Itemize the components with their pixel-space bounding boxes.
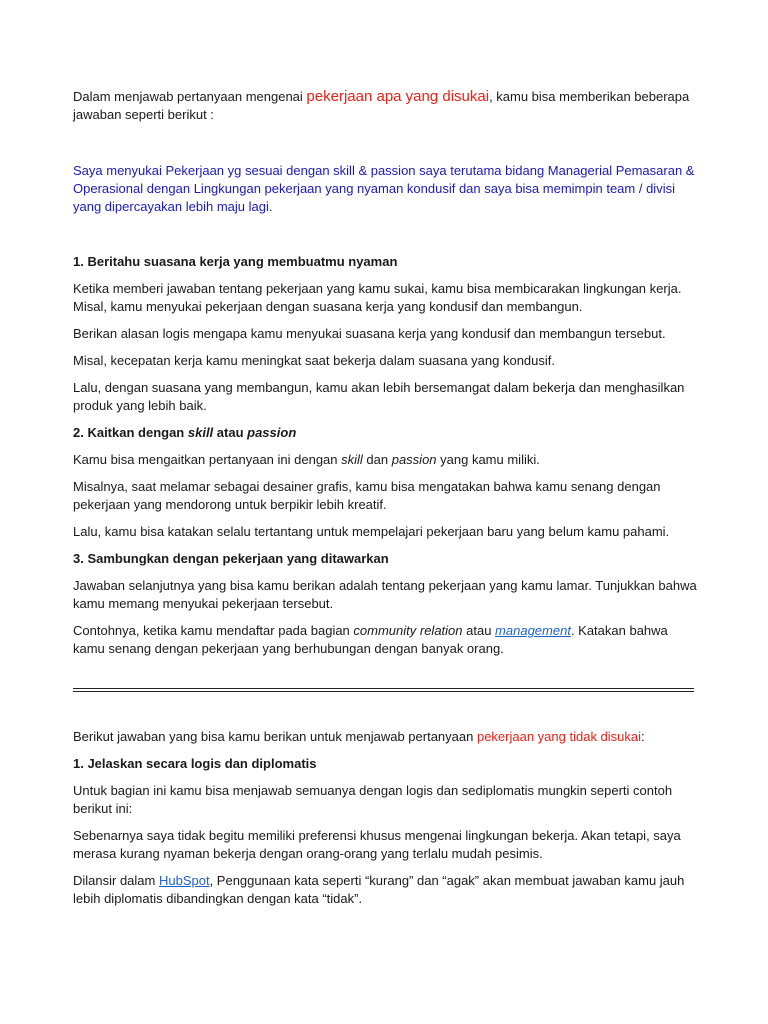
section-liked-job (73, 88, 698, 124)
part2-paragraph: Untuk bagian ini kamu bisa menjawab semuanya dengan logis dan sediplomatis mungkin seperti contoh berikut ini: (73, 783, 673, 816)
divider-line (73, 691, 694, 692)
intro-text-after: , kamu bisa memberikan beberapa jawaban seperti berikut : (73, 89, 690, 122)
section-tips (73, 253, 698, 667)
section1-paragraph: Berikan alasan logis mengapa kamu menyukai suasana kerja yang kondusif dan membangun tersebut. (73, 326, 666, 341)
section2-heading: 2. Kaitkan dengan skill atau passion (73, 425, 297, 440)
section2-paragraph: Kamu bisa mengaitkan pertanyaan ini dengan skill dan passion yang kamu miliki. (73, 452, 540, 467)
section2-paragraph: Misalnya, saat melamar sebagai desainer grafis, kamu bisa mengatakan bahwa kamu senang dengan pekerjaan yang mendorong untuk berpikir lebih kreatif. (73, 479, 661, 512)
example-answer: Saya menyukai Pekerjaan yg sesuai dengan skill & passion saya terutama bidang Managerial Pemasaran & Operasional dengan Lingkungan pekerjaan yang nyaman kondusif dan saya bisa memimpin team / divisi yang dipercayakan lebih maju lagi. (73, 163, 695, 214)
intro-highlight: pekerjaan apa yang disukai (306, 88, 490, 105)
section-example (73, 162, 698, 225)
divider-line (73, 688, 694, 689)
section1-paragraph: Ketika memberi jawaban tentang pekerjaan yang kamu sukai, kamu bisa membicarakan lingkungan kerja. Misal, kamu menyukai pekerjaan dengan suasana kerja yang kondusif dan membangun. (73, 281, 682, 314)
section3-paragraph: Jawaban selanjutnya yang bisa kamu berikan adalah tentang pekerjaan yang kamu lamar. Tunjukkan bahwa kamu memang menyukai pekerjaan tersebut. (73, 578, 697, 611)
management-link[interactable]: management (495, 623, 571, 638)
hubspot-link[interactable]: HubSpot (158, 873, 210, 888)
section-disliked-job (73, 728, 698, 917)
section3-heading: 3. Sambungkan dengan pekerjaan yang ditawarkan (73, 551, 389, 566)
part2-paragraph: Sebenarnya saya tidak begitu memiliki preferensi khusus mengenai lingkungan bekerja. Akan tetapi, saya merasa kurang nyaman bekerja dengan orang-orang yang terlalu mudah pesimis. (73, 828, 681, 861)
section1-paragraph: Misal, kecepatan kerja kamu meningkat saat bekerja dalam suasana yang kondusif. (73, 353, 555, 368)
section1-paragraph: Lalu, dengan suasana yang membangun, kamu akan lebih bersemangat dalam bekerja dan menghasilkan produk yang lebih baik. (73, 380, 685, 413)
section3-paragraph: Contohnya, ketika kamu mendaftar pada bagian community relation atau management. Katakan bahwa kamu senang dengan pekerjaan yang berhubungan dengan banyak orang. (73, 623, 668, 656)
intro-paragraph (73, 88, 698, 124)
section1-heading: 1. Beritahu suasana kerja yang membuatmu nyaman (73, 254, 398, 269)
section2-paragraph: Lalu, kamu bisa katakan selalu tertantang untuk mempelajari pekerjaan baru yang belum kamu pahami. (73, 524, 670, 539)
part2-highlight: pekerjaan yang tidak disukai (476, 729, 642, 744)
part2-intro: Berikut jawaban yang bisa kamu berikan untuk menjawab pertanyaan pekerjaan yang tidak disukai: (73, 729, 645, 744)
part2-paragraph: Dilansir dalam HubSpot, Penggunaan kata seperti “kurang” dan “agak” akan membuat jawaban kamu jauh lebih diplomatis dibandingkan dengan kata “tidak”. (73, 873, 685, 906)
part2-heading: 1. Jelaskan secara logis dan diplomatis (73, 756, 317, 771)
intro-text: Dalam menjawab pertanyaan mengenai (73, 89, 307, 104)
